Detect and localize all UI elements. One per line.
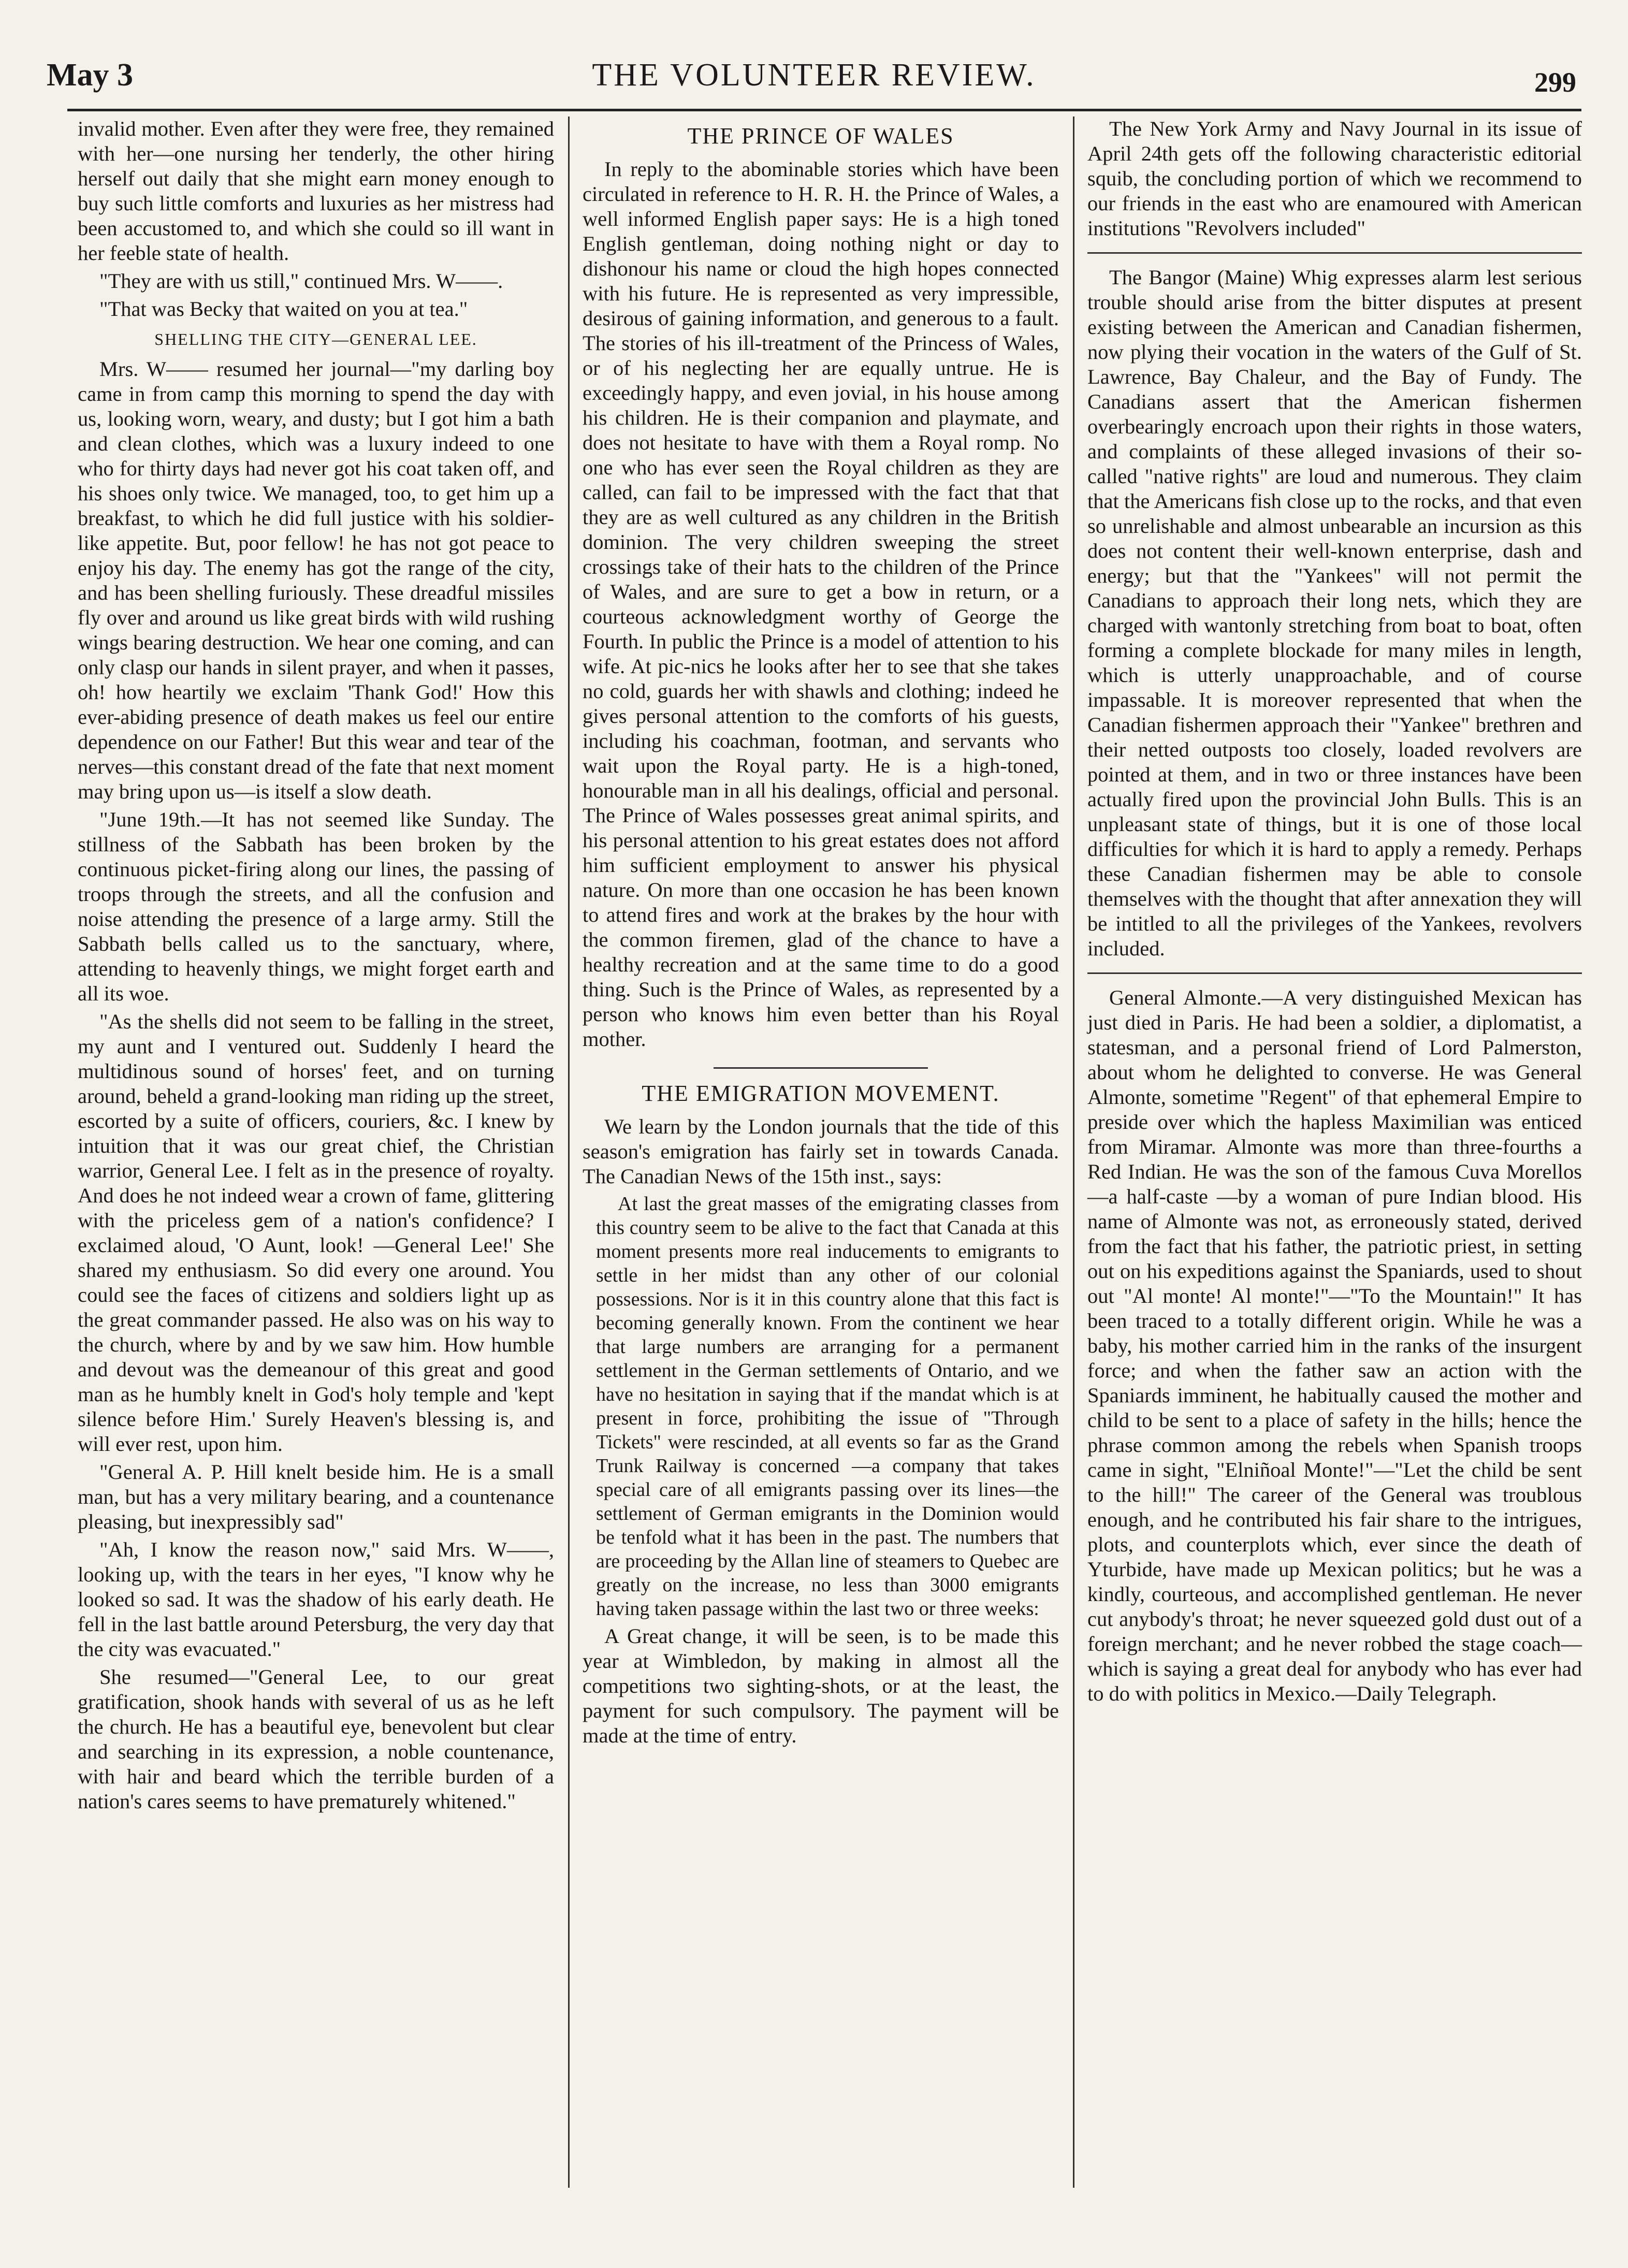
paragraph: We learn by the London journals that the tide of this season's emigration has fairly set in towards Canada. The Canadian News of the 15th inst., says: bbox=[583, 1115, 1059, 1188]
paragraph: In reply to the abominable stories which have been circulated in reference to H. R. H. the Prince of Wales, a well informed English paper says: He is a high toned English gentleman, doing nothing night or day to dishonour his name or cloud the high hopes connected with his future. He is represented as very impressible, desirous of gaining information, and generous to a fault. The stories of his ill-treatment of the Princess of Wales, or of his neglecting her are equally untrue. He is exceedingly happy, and even jovial, in his house among his children. He is their companion and playmate, and does not hesitate to have with them a Royal romp. No one who has ever seen the Royal children as they are called, can fail to be impressed with the fact that that they are as well cultured as any children in the British dominion. The very children sweeping the street crossings take of their hats to the children of the Prince of Wales, and are sure to get a bow in return, or a courteous acknowledgment worthy of George the Fourth. In public the Prince is a model of attention to his wife. At pic-nics he looks after her to see that she takes no cold, guards her with shawls and clothing; indeed he gives personal attention to the comforts of his guests, including his coachman, footman, and servants who wait upon the Royal party. He is a high-toned, honourable man in all his dealings, official and personal. The Prince of Wales possesses great animal spirits, and his personal attention to his great estates does not afford him sufficient employment to answer his physical nature. On more than one occasion he has been known to attend fires and work at the brakes by the hour with the common firemen, glad of the chance to have a healthy recreation and at the same time to do a good thing. Such is the Prince of Wales, as represented by a person who knows him even better than his Royal mother. bbox=[583, 157, 1059, 1051]
paragraph: "That was Becky that waited on you at tea." bbox=[99, 297, 468, 321]
paragraph: "Ah, I know the reason now," said Mrs. W——, looking up, with the tears in her eyes, "I know why he looked so sad. It was the shadow of his early death. He fell in the last battle around Petersburg, the very day that the city was evacuated." bbox=[78, 1538, 554, 1661]
paragraph: A Great change, it will be seen, is to be made this year at Wimbledon, by making in almost all the competitions two sighting-shots, or at the least, the payment for such compulsory. The payment will be made at the time of entry. bbox=[583, 1624, 1059, 1747]
article-divider bbox=[714, 1067, 928, 1069]
paragraph: The Bangor (Maine) Whig expresses alarm lest serious trouble should arise from the bitter disputes at present existing between the American and Canadian fishermen, now plying their vocation in the waters of the Gulf of St. Lawrence, Bay Chaleur, and the Bay of Fundy. The Canadians assert that the American fishermen overbearingly encroach upon their rights in those waters, and complaints of these alleged invasions of their so-called "native rights" are loud and numerous. They claim that the Americans fish close up to the rocks, and that even so unrelishable and almost unbearable an incursion as this does not content their well-known enterprise, dash and energy; but that the "Yankees" will not permit the Canadians to approach their long nets, which they are charged with wantonly stretching from boat to boat, often forming a complete blockade for many miles in length, which is utterly unapproachable, and of course impassable. It is moreover represented that when the Canadian fishermen approach their "Yankee" brethren and their netted outposts too closely, loaded revolvers are pointed at them, and in two or three instances have been actually fired upon the provincial John Bulls. This is an unpleasant state of things, but it is one of those local difficulties for which it is hard to apply a remedy. Perhaps these Canadian fishermen may be able to console themselves with the thought that after annexation they will be intitled to all the privileges of the Yankees, revolvers included. bbox=[1087, 266, 1582, 960]
issue-date: May 3 bbox=[47, 57, 134, 93]
publication-title: THE VOLUNTEER REVIEW. bbox=[592, 57, 1036, 93]
paragraph: The New York Army and Navy Journal in its issue of April 24th gets off the following characteristic editorial squib, the concluding portion of which we recommend to our friends in the east who are enamoured with American institutions "Revolvers included" bbox=[1087, 117, 1582, 240]
paragraph: "They are with us still," continued Mrs. W——. bbox=[99, 269, 503, 293]
page-header bbox=[41, 47, 1587, 98]
paragraph: invalid mother. Even after they were free, they remained with her—one nursing her tenderly, the other hiring herself out daily that she might earn money enough to buy such little comforts and luxuries as her mistress had been accustomed to, and which she could so ill want in her feeble state of health. bbox=[78, 117, 554, 265]
article-divider bbox=[1087, 972, 1582, 974]
column-3 bbox=[1087, 117, 1582, 1709]
paragraph: "June 19th.—It has not seemed like Sunday. The stillness of the Sabbath has been broken by the continuous picket-firing along our lines, the passing of troops through the streets, and all the confusion and noise attending the presence of a large army. Still the Sabbath bells called us to the sanctuary, where, attending to heavenly things, we might forget earth and all its woe. bbox=[78, 808, 554, 1005]
paragraph: "General A. P. Hill knelt beside him. He is a small man, but has a very military bearing, and a countenance pleasing, but inexpressibly sad" bbox=[78, 1460, 554, 1533]
page-number: 299 bbox=[1534, 67, 1576, 98]
section-subheading: SHELLING THE CITY—GENERAL LEE. bbox=[154, 330, 477, 348]
column-divider bbox=[568, 117, 570, 2188]
article-divider bbox=[1087, 252, 1582, 254]
column-1 bbox=[78, 117, 554, 1817]
paragraph: She resumed—"General Lee, to our great gratification, shook hands with several of us as he left the church. He has a beautiful eye, benevolent but clear and searching in its expression, a noble countenance, with hair and beard which the terrible burden of a nation's cares seems to have prematurely whitened." bbox=[78, 1665, 554, 1813]
article-heading: THE PRINCE OF WALES bbox=[687, 123, 954, 149]
paragraph: Mrs. W—— resumed her journal—"my darling boy came in from camp this morning to spend the day with us, looking worn, weary, and dusty; but I got him a bath and clean clothes, which was a luxury indeed to one who for thirty days had never got his coat taken off, and his shoes only twice. We managed, too, to get him up a breakfast, to which he did full justice with his soldier-like appetite. But, poor fellow! he has not got peace to enjoy his day. The enemy has got the range of the city, and has been shelling furiously. These dreadful missiles fly over and around us like great birds with wild rushing wings bearing destruction. We hear one coming, and can only clasp our hands in silent prayer, and when it passes, oh! how heartily we exclaim 'Thank God!' How this ever-abiding presence of death makes us feel our entire dependence on our Father! But this wear and tear of the nerves—this constant dread of the fate that next moment may bring upon us—is itself a slow death. bbox=[78, 357, 554, 803]
column-divider bbox=[1073, 117, 1074, 2188]
paragraph: "As the shells did not seem to be falling in the street, my aunt and I ventured out. Suddenly I heard the multidinous sound of horses' feet, and on turning around, beheld a grand-looking man riding up the street, escorted by a suite of officers, couriers, &c. I knew by intuition that it was our great chief, the Christian warrior, General Lee. I felt as in the presence of royalty. And does he not indeed wear a crown of fame, glittering with the priceless gem of a nation's confidence? I exclaimed aloud, 'O Aunt, look! —General Lee!' She shared my enthusiasm. So did every one around. You could see the faces of citizens and soldiers light up as the great commander passed. He also was on his way to the church, where by and by we saw him. How humble and devout was the demeanour of this great and good man as he humbly knelt in God's holy temple and 'kept silence before Him.' Surely Heaven's blessing is, and will ever rest, upon him. bbox=[78, 1010, 554, 1456]
article-heading: THE EMIGRATION MOVEMENT. bbox=[642, 1081, 1000, 1106]
block-quote: At last the great masses of the emigrating classes from this country seem to be alive to the fact that Canada at this moment presents more real inducements to emigrants to settle in her midst than any other of our colonial possessions. Nor is it in this country alone that this fact is becoming generally known. From the continent we hear that large numbers are arranging for a permanent settlement in the German settlements of Ontario, and we have no hesitation in saying that if the mandat which is at present in force, prohibiting the issue of "Through Tickets" were rescinded, at all events so far as the Grand Trunk Railway is concerned —a company that takes special care of all emigrants passing over its lines—the settlement of German emigrants in the Dominion would be tenfold what it has been in the past. The numbers that are proceeding by the Allan line of steamers to Quebec are greatly on the increase, no less than 3000 emigrants having taken passage within the last two or three weeks: bbox=[596, 1193, 1059, 1620]
header-rule bbox=[67, 109, 1581, 111]
paragraph: General Almonte.—A very distinguished Mexican has just died in Paris. He had been a soldier, a diplomatist, a statesman, and a personal friend of Lord Palmerston, about whom he delighted to converse. He was General Almonte, sometime "Regent" of that ephemeral Empire to preside over which the hapless Maximilian was enticed from Miramar. Almonte was more than three-fourths a Red Indian. He was the son of the famous Cuva Morellos—a half-caste —by a woman of pure Indian blood. His name of Almonte was not, as erroneously stated, derived from the fact that his father, the patriotic priest, in setting out on his expeditions against the Spaniards, used to shout out "Al monte! Al monte!"—"To the Mountain!" It has been traced to a totally different origin. While he was a baby, his mother carried him in the ranks of the insurgent force; and when the father saw an action with the Spaniards imminent, he habitually caused the mother and child to be sent to a place of safety in the hills; hence the phrase common among the rebels when Spanish troops came in sight, "Elniñoal Monte!"—"Let the child be sent to the hill!" The career of the General was troublous enough, and he contributed his fair share to the intrigues, plots, and counterplots which, ever since the death of Yturbide, have made up Mexican politics; but he was a kindly, courteous, and accomplished gentleman. He never cut anybody's throat; he never squeezed gold dust out of a foreign merchant; and he never robbed the stage coach—which is saying a great deal for anybody who has ever had to do with politics in Mexico.—Daily Telegraph. bbox=[1087, 986, 1582, 1705]
column-2 bbox=[583, 117, 1059, 1751]
